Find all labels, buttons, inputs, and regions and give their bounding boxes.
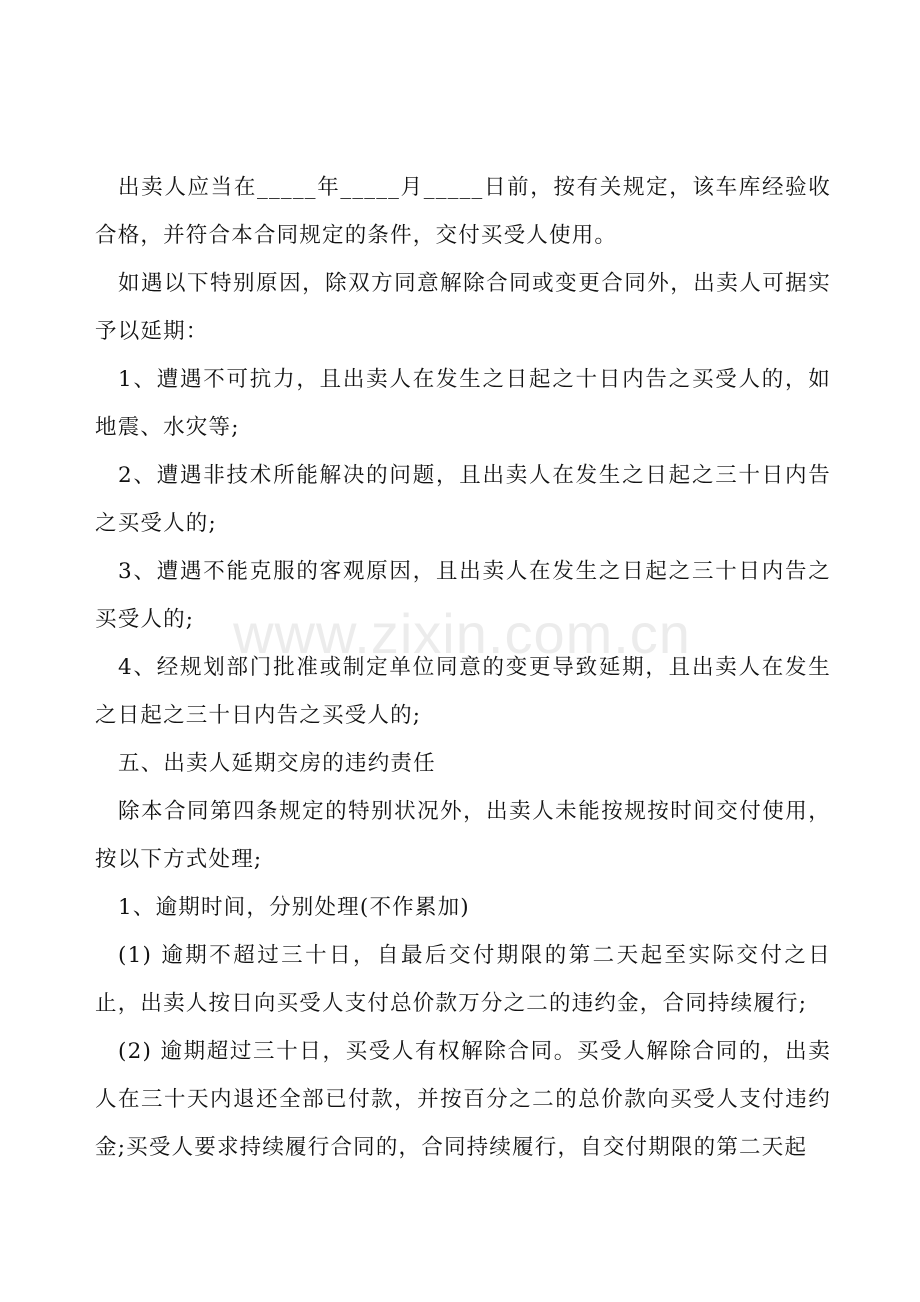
paragraph-handling-intro: 除本合同第四条规定的特别状况外，出卖人未能按规按时间交付使用，按以下方式处理;: [95, 799, 831, 872]
paragraph-overdue-over-30: (2) 逾期超过三十日，买受人有权解除合同。买受人解除合同的，出卖人在三十天内退还全部已付款，并按百分之二的总价款向买受人支付违约金;买受人要求持续履行合同的，合同持续履行，自交付期限的第二天起: [95, 1039, 831, 1160]
watermark-text: www.zixin.com.cn: [233, 602, 691, 665]
paragraph-overdue-under-30: (1) 逾期不超过三十日，自最后交付期限的第二天起至实际交付之日止，出卖人按日向买受人支付总价款万分之二的违约金，合同持续履行;: [95, 943, 831, 1016]
paragraph-overdue-handling: 1、逾期时间，分别处理(不作累加): [118, 895, 470, 920]
section-heading-5: 五、出卖人延期交房的违约责任: [118, 751, 436, 776]
paragraph-item-4: 4、经规划部门批准或制定单位同意的变更导致延期，且出卖人在发生之日起之三十日内告之买受人的;: [95, 655, 831, 728]
paragraph-item-3: 3、遭遇不能克服的客观原因，且出卖人在发生之日起之三十日内告之买受人的;: [95, 559, 831, 632]
paragraph-delivery-deadline: 出卖人应当在_____年_____月_____日前，按有关规定，该车库经验收合格，并符合本合同规定的条件，交付买受人使用。: [95, 175, 831, 248]
paragraph-extension-reasons: 如遇以下特别原因，除双方同意解除合同或变更合同外，出卖人可据实予以延期：: [95, 271, 831, 344]
document-page: [95, 164, 831, 1172]
paragraph-item-1: 1、遭遇不可抗力，且出卖人在发生之日起之十日内告之买受人的，如地震、水灾等;: [95, 367, 831, 440]
paragraph-item-2: 2、遭遇非技术所能解决的问题，且出卖人在发生之日起之三十日内告之买受人的;: [95, 463, 831, 536]
